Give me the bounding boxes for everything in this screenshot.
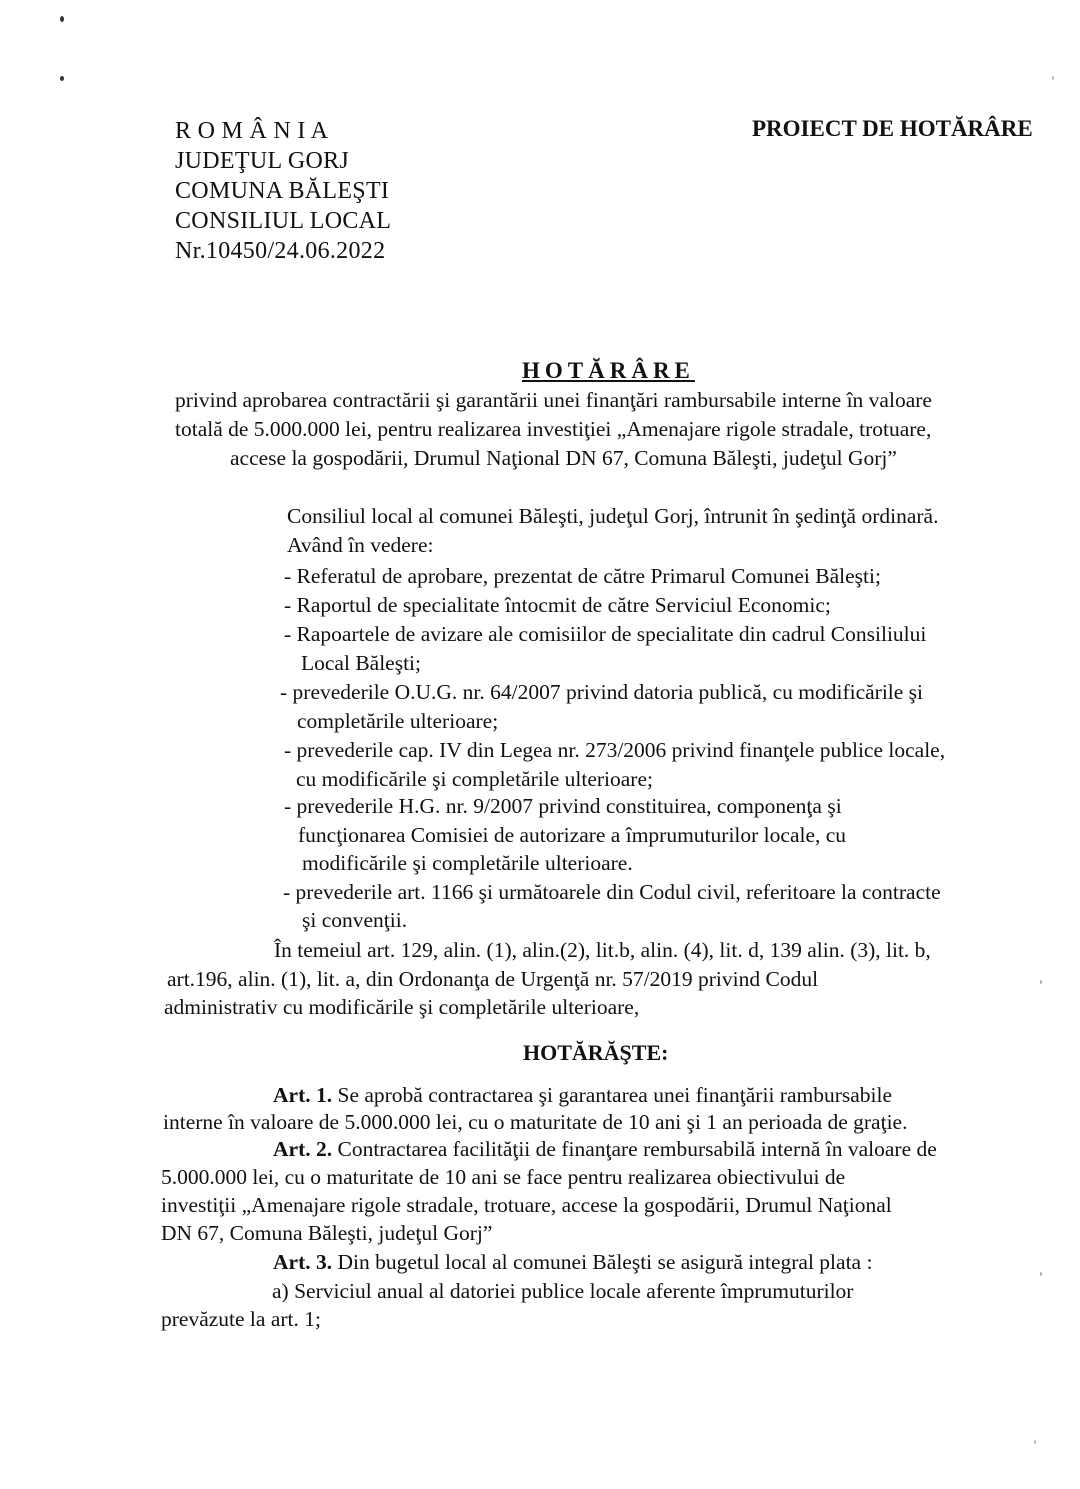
considered-item-cont: Local Băleşti; [301, 651, 422, 675]
article-3-line: a) Serviciul anual al datoriei publice locale aferente împrumuturilor [272, 1279, 854, 1303]
scan-speck [1034, 1440, 1036, 1444]
considered-item: - Raportul de specialitate întocmit de către Serviciul Economic; [284, 593, 831, 617]
article-2-line: investiţii „Amenajare rigole stradale, trotuare, accese la gospodării, Drumul Naţional [161, 1193, 892, 1217]
considered-item-cont: cu modificările şi completările ulterioare; [296, 767, 653, 791]
considered-item-cont: completările ulterioare; [297, 709, 499, 733]
preamble-intro: Consiliul local al comunei Băleşti, judeţul Gorj, întrunit în şedinţă ordinară. [287, 504, 939, 528]
article-2-line: 5.000.000 lei, cu o maturitate de 10 ani se face pentru realizarea obiectivului de [161, 1165, 846, 1189]
considered-item: - prevederile H.G. nr. 9/2007 privind constituirea, componenţa şi [284, 794, 842, 818]
legal-basis-line: administrativ cu modificările şi completările ulterioare, [164, 995, 640, 1019]
considered-item: - prevederile O.U.G. nr. 64/2007 privind datoria publică, cu modificările şi [280, 680, 924, 704]
article-2-label: Art. 2. [273, 1137, 333, 1161]
article-3-label: Art. 3. [273, 1250, 333, 1274]
legal-basis-line: art.196, alin. (1), lit. a, din Ordonanţa de Urgenţă nr. 57/2019 privind Codul [167, 967, 819, 991]
decides-heading: HOTĂRĂŞTE: [523, 1040, 669, 1065]
header-number: Nr.10450/24.06.2022 [175, 238, 386, 264]
project-label: PROIECT DE HOTĂRÂRE [752, 116, 1033, 141]
header-commune: COMUNA BĂLEŞTI [175, 178, 390, 204]
article-2-line [273, 1135, 937, 1164]
article-3-line [273, 1248, 872, 1277]
article-2-line: DN 67, Comuna Băleşti, judeţul Gorj” [161, 1221, 493, 1245]
article-1-label: Art. 1. [273, 1083, 333, 1107]
scan-speck [1040, 980, 1042, 984]
preamble-considering: Având în vedere: [287, 533, 434, 557]
considered-item: - prevederile cap. IV din Legea nr. 273/2006 privind finanţele publice locale, [284, 738, 946, 762]
scan-speck [60, 16, 64, 22]
article-3-text: Din bugetul local al comunei Băleşti se asigură integral plata : [332, 1250, 873, 1274]
considered-item: - prevederile art. 1166 şi următoarele din Codul civil, referitoare la contracte [283, 880, 941, 904]
article-1-line: interne în valoare de 5.000.000 lei, cu o maturitate de 10 ani şi 1 an perioada de graţie. [163, 1110, 908, 1134]
considered-item: - Rapoartele de avizare ale comisiilor de specialitate din cadrul Consiliului [284, 622, 927, 646]
subject-line: privind aprobarea contractării şi garantării unei finanţări rambursabile interne în valoare [175, 388, 932, 412]
article-3-line: prevăzute la art. 1; [161, 1307, 321, 1331]
scan-speck [60, 76, 64, 81]
decision-title: HOTĂRÂRE [522, 358, 695, 383]
considered-item-cont: modificările şi completările ulterioare. [302, 851, 633, 875]
article-2-text: Contractarea facilităţii de finanţare rembursabilă internă în valoare de [332, 1137, 937, 1161]
subject-line: accese la gospodării, Drumul Naţional DN 67, Comuna Băleşti, judeţul Gorj” [230, 446, 897, 470]
header-country: R O M Â N I A [175, 118, 329, 144]
article-1-line [273, 1081, 892, 1110]
subject-line: totală de 5.000.000 lei, pentru realizarea investiţiei „Amenajare rigole stradale, trotuare, [175, 417, 932, 441]
header-county: JUDEŢUL GORJ [175, 148, 350, 174]
legal-basis-line: În temeiul art. 129, alin. (1), alin.(2), lit.b, alin. (4), lit. d, 139 alin. (3), lit. b, [274, 938, 931, 962]
scan-speck [1052, 76, 1054, 80]
considered-item: - Referatul de aprobare, prezentat de către Primarul Comunei Băleşti; [284, 564, 881, 588]
considered-item-cont: şi convenţii. [302, 908, 408, 932]
considered-item-cont: funcţionarea Comisiei de autorizare a împrumuturilor locale, cu [298, 823, 847, 847]
header-council: CONSILIUL LOCAL [175, 208, 392, 234]
article-1-text: Se aprobă contractarea şi garantarea unei finanţării rambursabile [332, 1083, 893, 1107]
scan-speck [1040, 1272, 1042, 1276]
